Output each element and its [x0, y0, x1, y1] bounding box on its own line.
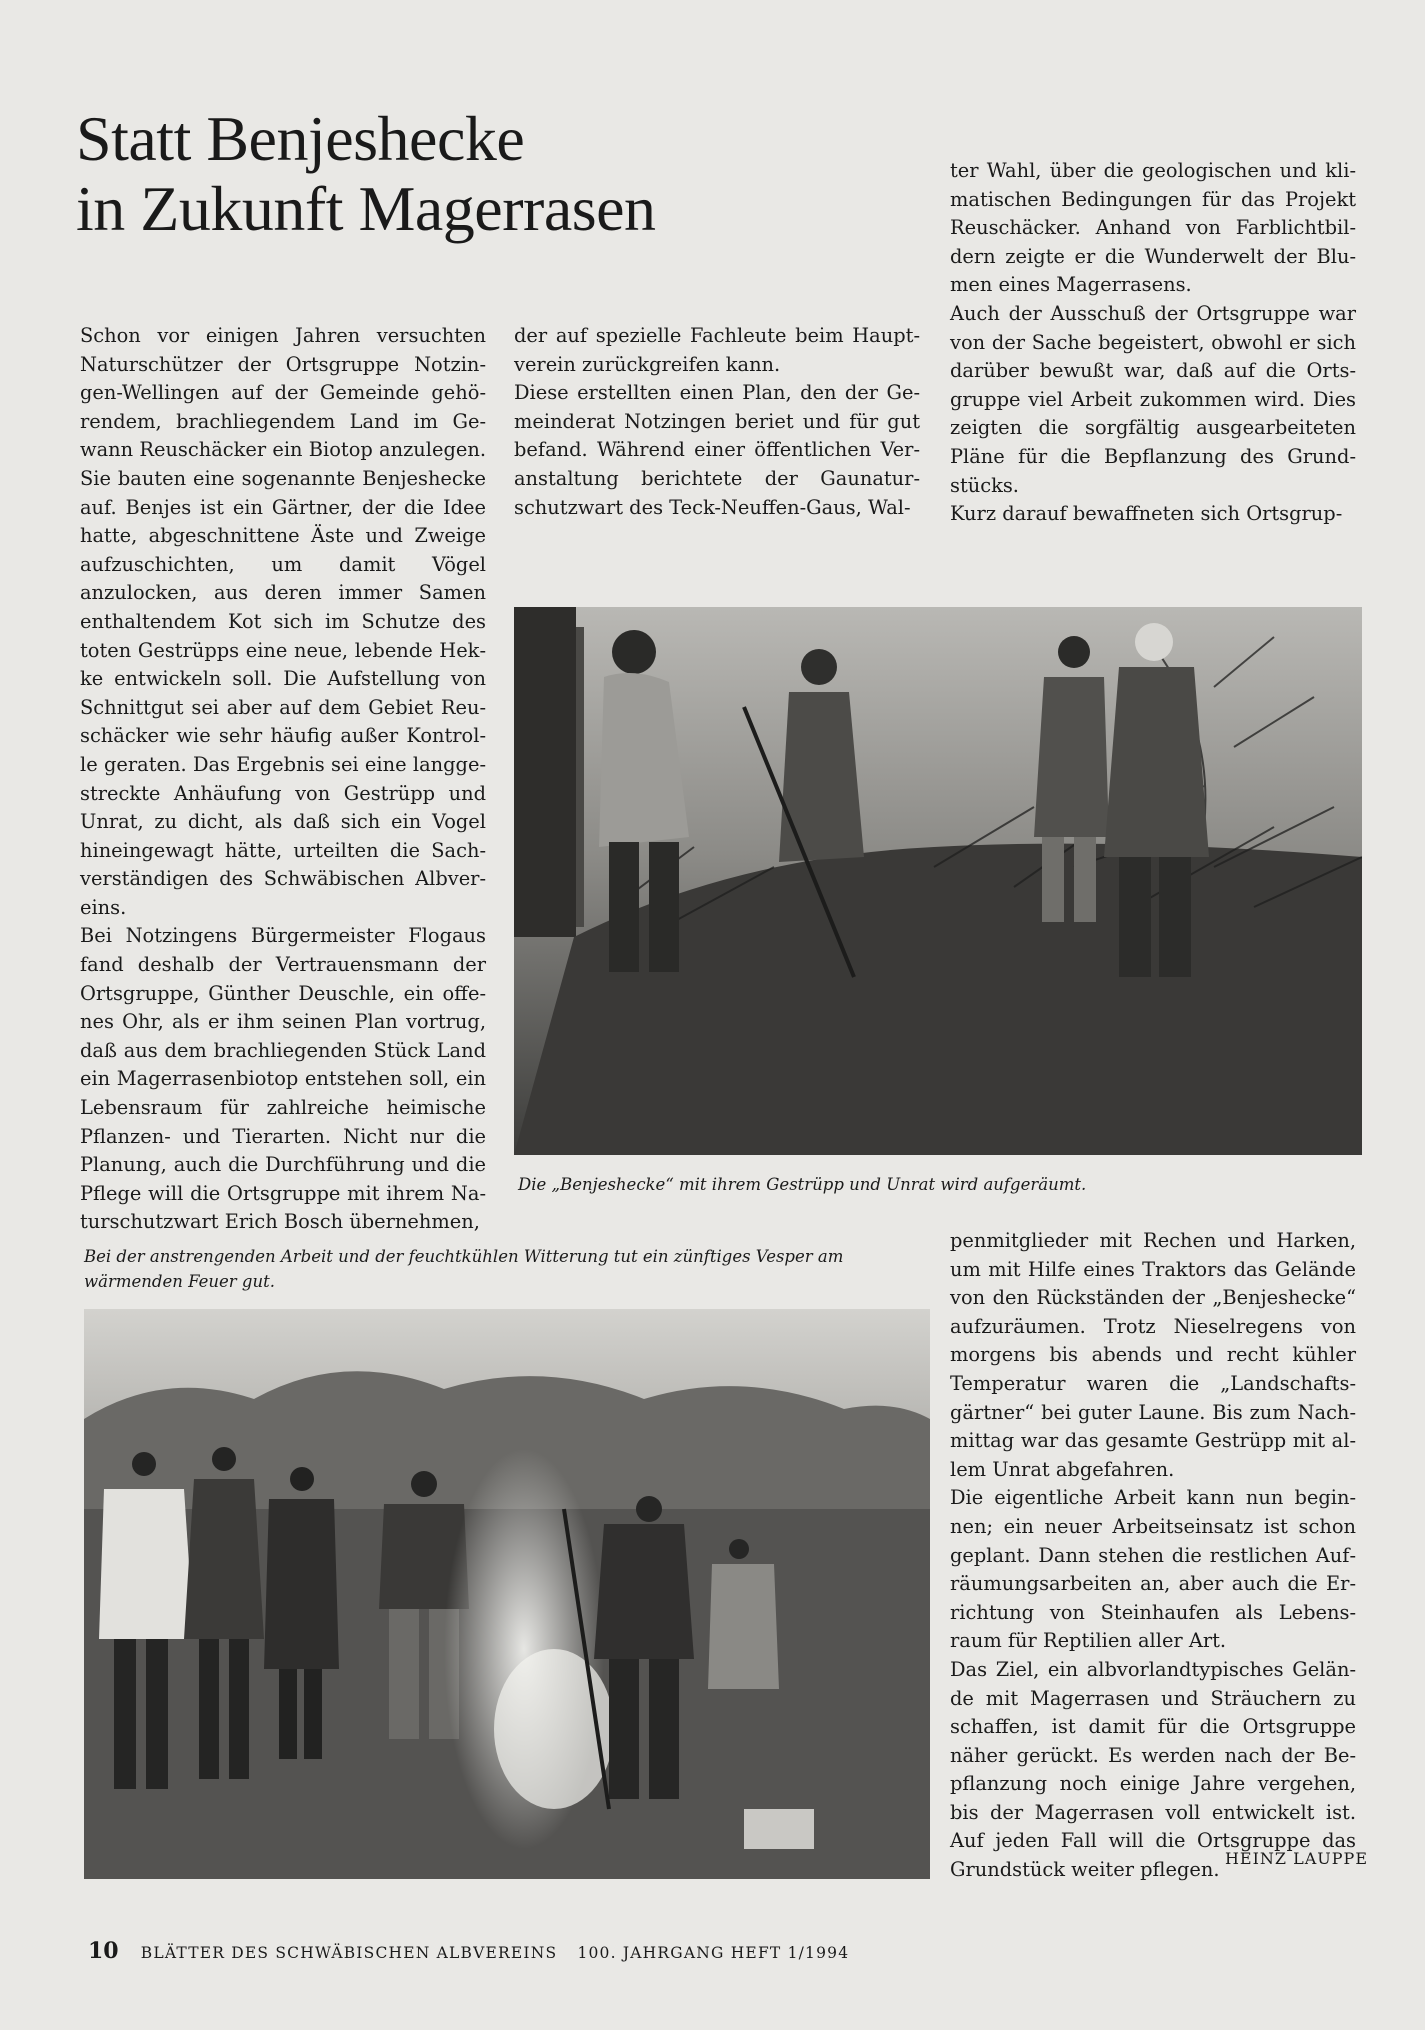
- paragraph: Die eigentliche Arbeit kann nun beginnen; ein neuer Arbeitseinsatz ist schon geplant. Dann stehen die restlichen Aufräumungsarbeiten an, aber auch die Errichtung von Steinhaufen als Lebensraum für Reptilien aller Art.: [950, 1486, 1356, 1653]
- page-footer: [88, 1938, 849, 1964]
- photo-caption-2: Bei der anstrengenden Arbeit und der feuchtkühlen Witterung tut ein zünftiges Vesper am wärmenden Feuer gut.: [84, 1247, 844, 1291]
- paragraph: Das Ziel, ein albvorlandtypisches Gelände mit Magerrasen und Sträuchern zu schaffen, ist damit für die Ortsgruppe näher gerückt. Es werden nach der Bepflanzung noch einige Jahre vergehen, bis der Magerrasen voll entwickelt ist. Auf jeden Fall will die Ortsgruppe das Grundstück weiter pflegen.: [950, 1657, 1356, 1882]
- page-number: 10: [88, 1938, 119, 1964]
- paragraph: Kurz darauf bewaffneten sich Ortsgrup-: [950, 502, 1343, 526]
- paragraph: Bei Notzingens Bürgermeister Flogaus fand deshalb der Vertrauensmann der Ortsgruppe, Günther Deuschle, ein offenes Ohr, als er ihm seinen Plan vortrug, daß aus dem brachliegenden Stück Land ein Magerrasenbiotop entstehen soll, ein Lebensraum für zahlreiche heimische Pflanzen- und Tierarten. Nicht nur die Planung, auch die Durchführung und die Pflege will die Ortsgruppe mit ihrem Naturschutzwart Erich Bosch übernehmen,: [80, 924, 486, 1234]
- author-byline: HEINZ LAUPPE: [1224, 1849, 1368, 1868]
- publication-name: BLÄTTER DES SCHWÄBISCHEN ALBVEREINS: [140, 1944, 558, 1962]
- photo-fire-break: [84, 1309, 930, 1879]
- paragraph: Auch der Ausschuß der Ortsgruppe war von der Sache begeistert, obwohl er sich darüber bewußt war, daß auf die Ortsgruppe viel Arbeit zukommen wird. Dies zeigten die sorgfältig ausgearbeiteten Pläne für die Bepflanzung des Grundstücks.: [950, 301, 1356, 497]
- photo-clearing-hedge: [514, 607, 1362, 1155]
- paragraph: der auf spezielle Fachleute beim Hauptverein zurückgreifen kann.: [514, 324, 920, 376]
- headline-line-1: Statt Benjeshecke: [76, 103, 525, 174]
- text-column-1: [80, 322, 486, 1237]
- text-column-3-bottom: [950, 1227, 1356, 1885]
- headline-line-2: in Zukunft Magerrasen: [76, 173, 656, 244]
- paragraph: Diese erstellten einen Plan, den der Gemeinderat Notzingen beriet und für gut befand. Während einer öffentlichen Veranstaltung berichtete der Gaunaturschutzwart des Teck-Neuffen-Gaus, Wal-: [514, 381, 920, 519]
- photo-caption-1: Die „Benjeshecke“ mit ihrem Gestrüpp und Unrat wird aufgeräumt.: [518, 1175, 1087, 1194]
- article-headline: [76, 104, 776, 244]
- paragraph: ter Wahl, über die geologischen und klimatischen Bedingungen für das Projekt Reuschäcker. Anhand von Farblichtbildern zeigte er die Wunderwelt der Blumen eines Magerrasens.: [950, 159, 1356, 297]
- issue-info: 100. JAHRGANG HEFT 1/1994: [577, 1944, 850, 1962]
- paragraph: Schon vor einigen Jahren versuchten Naturschützer der Ortsgruppe Notzingen-Wellingen auf der Gemeinde gehörendem, brachliegendem Land im Gewann Reuschäcker ein Biotop anzulegen. Sie bauten eine sogenannte Benjeshecke auf. Benjes ist ein Gärtner, der die Idee hatte, abgeschnittene Äste und Zweige aufzuschichten, um damit Vögel anzulocken, aus deren immer Samen enthaltendem Kot sich im Schutze des toten Gestrüpps eine neue, lebende Hekke entwickeln soll. Die Aufstellung von Schnittgut sei aber auf dem Gebiet Reuschäcker wie sehr häufig außer Kontrolle geraten. Das Ergebnis sei eine langgestreckte Anhäufung von Gestrüpp und Unrat, zu dicht, als daß sich ein Vogel hineingewagt hätte, urteilten die Sachverständigen des Schwäbischen Albvereins.: [80, 324, 486, 919]
- text-column-3-top: [950, 157, 1356, 529]
- text-column-2: [514, 322, 920, 522]
- paragraph: penmitglieder mit Rechen und Harken, um mit Hilfe eines Traktors das Gelände von den Rückständen der „Benjeshecke“ aufzuräumen. Trotz Nieselregens von morgens bis abends und recht kühler Temperatur waren die „Landschaftsgärtner“ bei guter Laune. Bis zum Nachmittag war das gesamte Gestrüpp mit allem Unrat abgefahren.: [950, 1229, 1356, 1481]
